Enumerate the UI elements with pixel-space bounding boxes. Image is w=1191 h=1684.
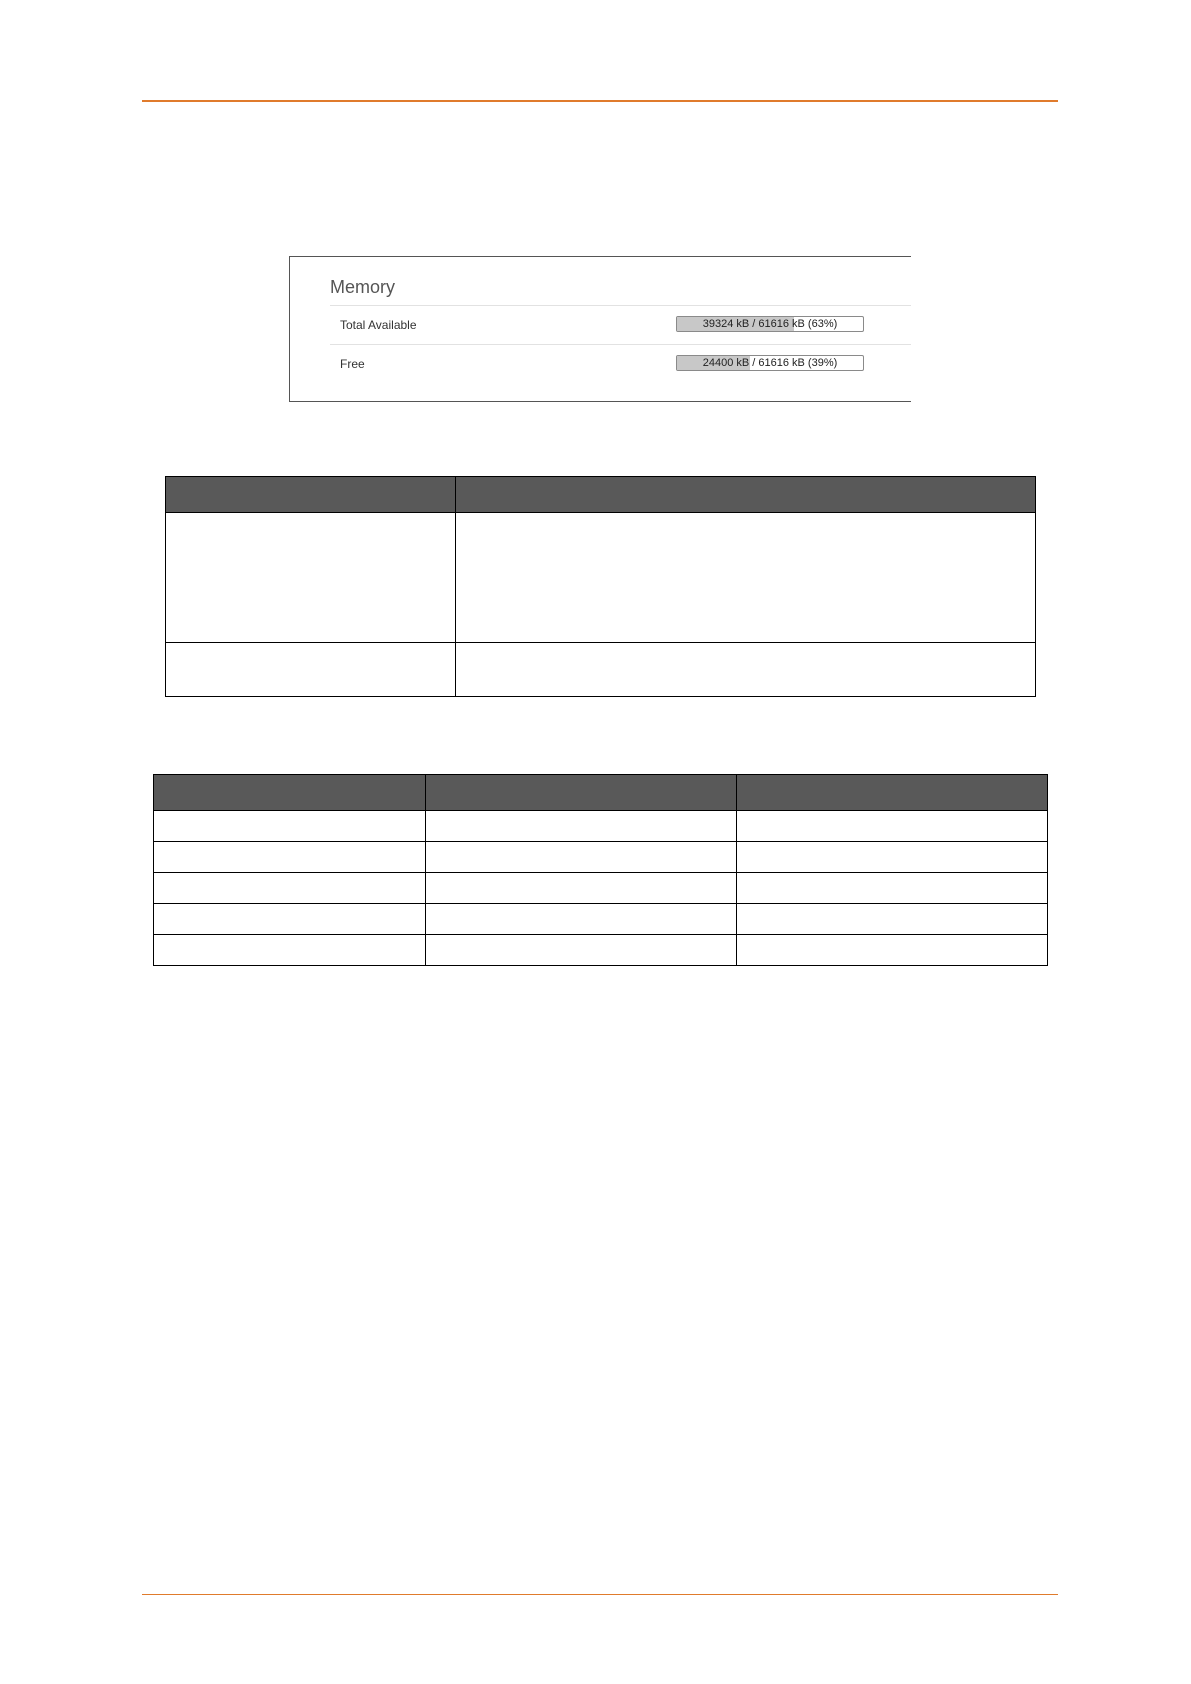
- table-cell: [154, 904, 426, 935]
- table-row: [166, 513, 1036, 643]
- footer-rule: [142, 1594, 1058, 1595]
- table-cell: [426, 873, 737, 904]
- table-header-row: [166, 477, 1036, 513]
- table-cell: [737, 842, 1048, 873]
- table-header-cell: [166, 477, 456, 513]
- table-cell: [166, 513, 456, 643]
- memory-progress-bar: [676, 316, 864, 332]
- memory-row-label: Total Available: [340, 318, 417, 332]
- table-cell: [426, 904, 737, 935]
- table-header-cell: [426, 775, 737, 811]
- table-cell: [737, 873, 1048, 904]
- memory-title: Memory: [330, 277, 396, 297]
- table-header-cell: [154, 775, 426, 811]
- header-rule: [142, 100, 1058, 102]
- table-row: [154, 873, 1048, 904]
- table-cell: [154, 811, 426, 842]
- table-row: [154, 842, 1048, 873]
- table-cell: [154, 842, 426, 873]
- table-cell: [737, 904, 1048, 935]
- table-cell: [426, 842, 737, 873]
- table-header-cell: [737, 775, 1048, 811]
- memory-row-label: Free: [340, 357, 365, 371]
- table-cell: [737, 811, 1048, 842]
- memory-panel-screenshot: [289, 256, 911, 402]
- memory-progress-bar: [676, 355, 864, 371]
- table-cell: [426, 811, 737, 842]
- table-header-row: [154, 775, 1048, 811]
- table-cell: [737, 935, 1048, 966]
- table-row: [154, 935, 1048, 966]
- table-cell: [154, 935, 426, 966]
- progress-text: 39324 kB / 61616 kB (63%): [702, 318, 838, 330]
- memory-row-total-available: [330, 305, 911, 345]
- memory-row-free: [330, 344, 911, 384]
- progress-text: 24400 kB / 61616 kB (39%): [702, 357, 838, 369]
- table-cell: [154, 873, 426, 904]
- table-row: [166, 643, 1036, 697]
- table-row: [154, 904, 1048, 935]
- table-cell: [456, 513, 1036, 643]
- table-cell: [456, 643, 1036, 697]
- table-cell: [166, 643, 456, 697]
- description-table: [165, 476, 1036, 697]
- data-table: [153, 774, 1048, 966]
- table-row: [154, 811, 1048, 842]
- table-cell: [426, 935, 737, 966]
- table-header-cell: [456, 477, 1036, 513]
